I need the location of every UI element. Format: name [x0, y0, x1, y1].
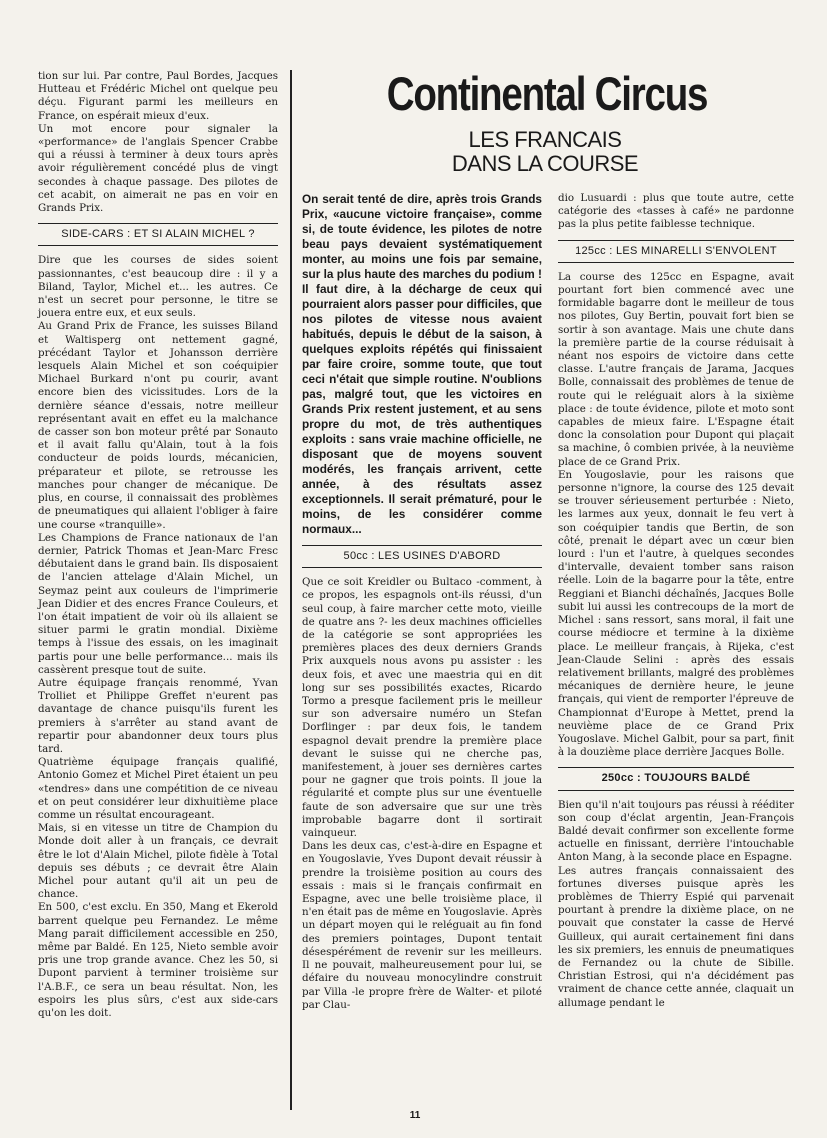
paragraph: Les Champions de France nationaux de l'an dernier, Patrick Thomas et Jean-Marc Fresc débutaient dans le grand bain. Ils disposaient de l'ancien attelage d'Alain Michel, un Seymaz peint aux couleurs de l'imprimerie Jean Didier et des encres France Couleurs, et l'on était impatient de voir où ils allaient se situer parmi le gratin mondial. Dixième temps à l'issue des essais, on les imaginait partis pour une belle performance... mais ils cassèrent presque tout de suite.	[38, 531, 278, 676]
paragraph: En Yougoslavie, pour les raisons que personne n'ignore, la course des 125 devait se trouver sérieusement perturbée : Nieto, les larmes aux yeux, donnait le feu vert à son coéquipier tandis que Bertin, de son côté, prenait le départ avec un cœur bien lourd : l'un et l'autre, à quelques secondes d'intervalle, devaient tomber sans raison réelle. Loin de la bagarre pour la tête, entre Reggiani et Bianchi déchaînés, Jacques Bolle subit lui aussi les contrecoups de la mort de Michel : sans ressort, sans moral, il fait une course médiocre et termine à la dixième place. Le meilleur français, à Rijeka, c'est Jean-Claude Selini : après des essais relativement brillants, malgré des problèmes mécaniques de dernière heure, le jeune français, qui vient de remporter l'épreuve de Championnat d'Europe à Mettet, prend la neuvième place de ce Grand Prix Yougoslave. Michel Galbit, pour sa part, finit à la douzième place derrière Jacques Bolle.	[558, 468, 794, 759]
section-heading-sidecars: SIDE-CARS : ET SI ALAIN MICHEL ?	[38, 223, 278, 246]
column-right	[558, 192, 794, 1010]
paragraph: En 500, c'est exclu. En 350, Mang et Ekerold barrent quelque peu Fernandez. Le même Mang parait difficilement accessible en 250, même par Baldé. En 125, Nieto semble avoir pris une trop grande avance. Chez les 50, si Dupont parvient à terminer troisième sur l'A.B.F., ce sera un beau résultat. Non, les espoirs les plus sûrs, c'est aux side-cars qu'on les doit.	[38, 901, 278, 1020]
intro-paragraph: On serait tenté de dire, après trois Grands Prix, «aucune victoire française», comme si, de toute évidence, les pilotes de notre beau pays devaient systématiquement monter, au moins une fois par semaine, sur la plus haute des marches du podium !	[302, 192, 542, 281]
column-middle	[302, 192, 542, 1012]
paragraph: Que ce soit Kreidler ou Bultaco -comment, à ce propos, les espagnols ont-ils réussi, d'un seul coup, à faire marcher cette moto, vieille de quatre ans ?- les deux machines officielles de la catégorie se sont appropriées les premières places des deux derniers Grands Prix auxquels nous avons pu assister : les deux fois, et avec une maestria qui en dit long sur ses possibilités exactes, Ricardo Tormo a presque facilement pris le meilleur sur son adversaire numéro un Stefan Dorflinger : par deux fois, le tandem espagnol devait prendre la première place devant le suisse qui ne cherche pas, manifestement, à jouer ses dernières cartes pour ne gagner que trois points. Il joue la régularité et compte plus sur une éventuelle faute de son adversaire que sur une très improbable bagarre dont il sortirait vainqueur.	[302, 576, 542, 840]
article-subtitle	[380, 128, 710, 176]
intro-paragraph: Il faut dire, à la décharge de ceux qui pourraient alors passer pour difficiles, que nos pilotes de vitesse nous avaient habitués, depuis le début de la saison, à quelques exploits répétés qui finissaient par faire croire, somme toute, que tout ceci n'était que simple routine. N'oublions pas, malgré tout, que les victoires en Grands Prix restent justement, et au sens propre du mot, de très authentiques exploits : sans vraie machine officielle, ne disposant que de moyens souvent modérés, les français arrivent, cette année, à des résultats assez exceptionnels. Il serait prématuré, pour le moins, de les considérer comme normaux...	[302, 282, 542, 536]
article-intro	[302, 192, 542, 537]
section-heading-250cc: 250cc : TOUJOURS BALDÉ	[558, 767, 794, 790]
section-heading-125cc: 125cc : LES MINARELLI S'ENVOLENT	[558, 240, 794, 263]
paragraph: Dire que les courses de sides soient passionnantes, c'est beaucoup dire : il y a Biland, Taylor, Michel et... les autres. Ce n'est un secret pour personne, le titre se jouera entre eux, et eux seuls.	[38, 254, 278, 320]
paragraph: La course des 125cc en Espagne, avait pourtant fort bien commencé avec une formidable bagarre dont le meilleur de tous nos pilotes, Guy Bertin, pouvait fort bien se sortir à son avantage. Mais une chute dans la première partie de la course réduisait à néant nos espoirs de victoire dans cette classe. L'autre français de Jarama, Jacques Bolle, connaissait des problèmes de tenue de route qui le reléguait alors à la sixième place : de toute évidence, pilote et moto sont capables de mieux faire. L'Espagne était donc la consolation pour Dupont qui plaçait sa machine, ô combien privée, à la neuvième place de ce Grand Prix.	[558, 270, 794, 468]
paragraph: Mais, si en vitesse un titre de Champion du Monde doit aller à un français, ce devrait être le lot d'Alain Michel, pilote fidèle à Total depuis ses débuts ; ce devrait être Alain Michel pour autant qu'il ait un peu de chance.	[38, 822, 278, 901]
column-left	[38, 70, 278, 1020]
paragraph: Au Grand Prix de France, les suisses Biland et Waltisperg ont nettement gagné, précédant Taylor et Johansson derrière lesquels Alain Michel et son coéquipier Michael Burkard n'ont pu courir, avant encore bien des vicissitudes. Lors de la dernière séance d'essais, notre meilleur représentant avait en effet eu la malchance de casser son bon moteur prêté par Sonauto et il avait fallu qu'Alain, tout à la fois conducteur de poids lourds, mécanicien, préparateur et pilote, se retrousse les manches pour changer de mécanique. De plus, en course, il connaissait des problèmes de pneumatiques qui allaient l'obliger à faire une course «tranquille».	[38, 320, 278, 531]
paragraph: Bien qu'il n'ait toujours pas réussi à rééditer son coup d'éclat argentin, Jean-François Baldé devait confirmer son excellente forme actuelle en finissant, derrière l'intouchable Anton Mang, à la seconde place en Espagne.	[558, 798, 794, 864]
subtitle-line-1: LES FRANCAIS	[468, 127, 622, 152]
paragraph: Un mot encore pour signaler la «performance» de l'anglais Spencer Crabbe qui a réussi à terminer à deux tours après avoir régulièrement concédé plus de vingt secondes à chaque passage. Des pilotes de cet acabit, on aimerait ne pas en voir en Grands Prix.	[38, 122, 278, 215]
paragraph: tion sur lui. Par contre, Paul Bordes, Jacques Hutteau et Frédéric Michel ont quelque peu déçu. Figurant parmi les meilleurs en France, on espérait mieux d'eux.	[38, 70, 278, 122]
paragraph: Dans les deux cas, c'est-à-dire en Espagne et en Yougoslavie, Yves Dupont devait réussir à prendre la troisième position au cours des essais : mais si le français confirmait en Espagne, avec une belle troisième place, il n'en était pas de même en Yougoslavie. Après un départ moyen qui le reléguait au fin fond des premiers pointages, Dupont tentait désespérément de revenir sur les meilleurs. Il ne pouvait, malheureusement pour lui, se défaire du nouveau monocylindre construit par Villa -le propre frère de Walter- et piloté par Clau-	[302, 840, 542, 1011]
paragraph: Les autres français connaissaient des fortunes diverses puisque après les problèmes de Thierry Espié qui parvenait pourtant à prendre la dixième place, on ne pouvait que constater la casse de Hervé Guilleux, qui aurait certainement fini dans les six premiers, les ennuis de pneumatiques de Fernandez ou la chute de Sibille. Christian Estrosi, qui n'a décidément pas vraiment de chance cette année, claquait un allumage pendant le	[558, 864, 794, 1009]
page-number: 11	[409, 1110, 421, 1121]
paragraph: dio Lusuardi : plus que toute autre, cette catégorie des «tasses à café» ne pardonne pas la plus petite faiblesse technique.	[558, 192, 794, 231]
paragraph: Autre équipage français renommé, Yvan Trolliet et Philippe Greffet n'eurent pas davantage de chance puisqu'ils furent les premiers à s'arrêter au stand avant de repartir pour abandonner deux tours plus tard.	[38, 676, 278, 755]
column-divider	[290, 70, 292, 1110]
subtitle-line-2: DANS LA COURSE	[451, 151, 639, 176]
section-heading-50cc: 50cc : LES USINES D'ABORD	[302, 545, 542, 568]
paragraph: Quatrième équipage français qualifié, Antonio Gomez et Michel Piret étaient un peu «tendres» dans une compétition de ce niveau et on peut considérer leur dixhuitième place comme un résultat encourageant.	[38, 756, 278, 821]
article-title: Continental Circus	[386, 67, 708, 120]
